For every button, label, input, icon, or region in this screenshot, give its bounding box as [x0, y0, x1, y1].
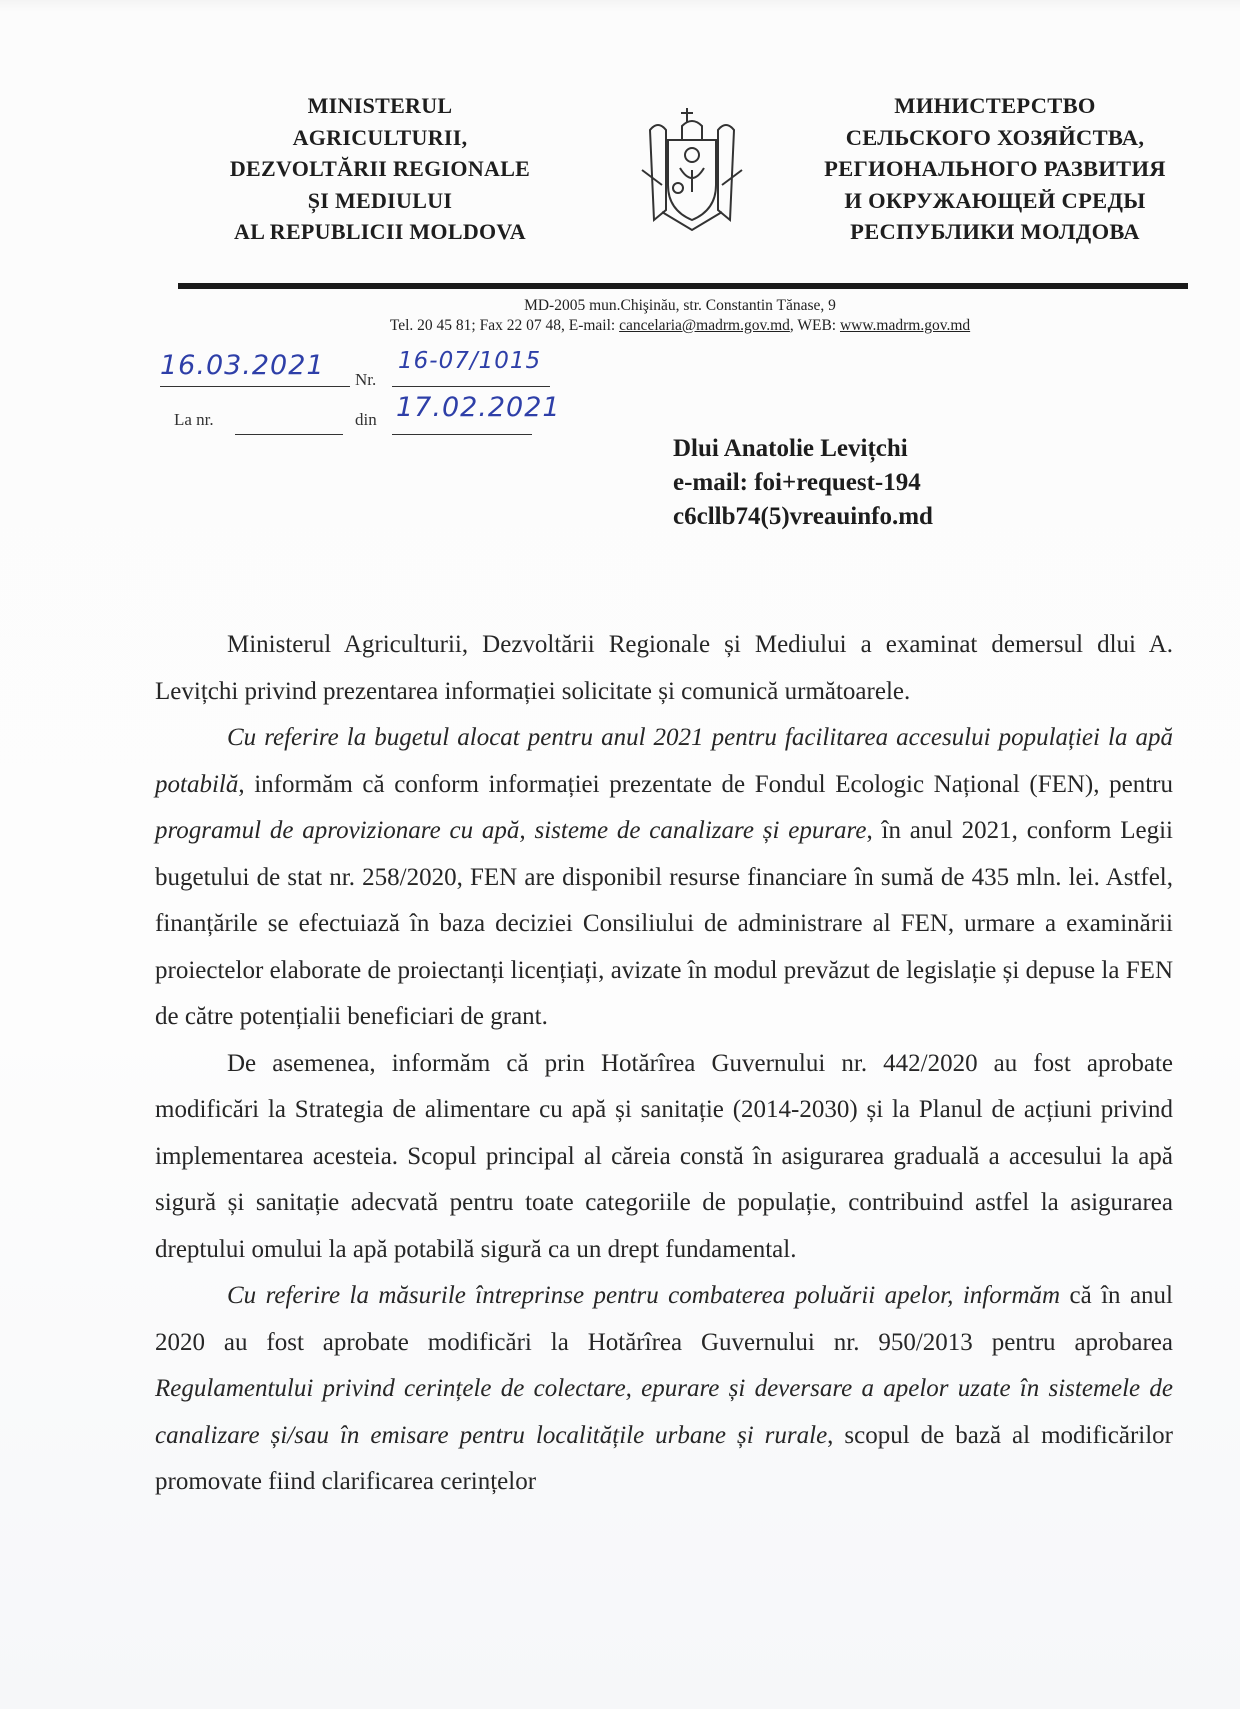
la-nr-field	[235, 408, 343, 435]
header-divider	[178, 283, 1188, 289]
paragraph-text: , în anul 2021, conform Legii bugetului de stat nr. 258/2020, FEN are disponibil resurse financiare în sumă de 435 mln. lei. Astfel, finanțările se efectuiază în baza deciziei Consiliului de administrare al FEN, urmare a examinării proiectelor elaborate de proiectanți licențiați, avizate în modul prevăzut de legislație și depuse la FEN de către potențialii beneficiari de grant.	[155, 817, 1173, 1030]
letter-body	[155, 622, 1173, 1506]
paragraph-strategy: De asemenea, informăm că prin Hotărîrea Guvernului nr. 442/2020 au fost aprobate modificări la Strategia de alimentare cu apă și sanitație (2014-2030) și la Planul de acțiuni privind implementarea acesteia. Scopul principal al căreia constă în asigurarea graduală a accesului la apă sigură și sanitație adecvată pentru toate categoriile de populație, contribuind astfel la asigurarea dreptului omului la apă potabilă sigură ca un drept fundamental.	[155, 1049, 1173, 1263]
topic-phrase: Cu referire la măsurile întreprinse pentru combaterea poluării apelor, informăm	[227, 1282, 1061, 1309]
regulation-title: Regulamentului privind cerințele de colectare, epurare și deversare a apelor uzate în sistemele de canalizare și/sau în emisare pentru localitățile urbane și rurale	[155, 1375, 1173, 1449]
ministry-name-romanian	[195, 90, 565, 248]
paragraph-text: , informăm că conform informației prezentate de Fondul Ecologic Național (FEN), pentru	[238, 770, 1173, 798]
header-right-line: РЕСПУБЛИКИ МОЛДОВА	[850, 219, 1140, 244]
web-label: , WEB:	[789, 317, 840, 334]
la-nr-label: La nr.	[174, 410, 214, 429]
header-left-line: MINISTERUL	[307, 93, 453, 118]
recipient-email-cont: c6cllb74(5)vreauinfo.md	[673, 503, 933, 530]
postal-address: MD-2005 mun.Chişinău, str. Constantin Tănase, 9	[524, 297, 836, 314]
din-field	[392, 392, 561, 435]
email-link[interactable]: cancelaria@madrm.gov.md	[619, 317, 790, 334]
date-field	[160, 352, 350, 387]
contact-line	[280, 316, 1080, 336]
din-label: din	[355, 410, 377, 429]
nr-label: Nr.	[355, 370, 377, 389]
header-right-line: РЕГИОНАЛЬНОГО РАЗВИТИЯ	[824, 156, 1166, 181]
coat-of-arms-icon	[632, 100, 752, 240]
topic-phrase: Cu referire la bugetul alocat pentru anul 2021 pentru facilitarea accesului populației la apă potabilă	[155, 724, 1173, 798]
din-handwritten: 17.02.2021	[396, 392, 561, 423]
contact-block	[280, 296, 1080, 336]
header-right-line: МИНИСТЕРСТВО	[894, 93, 1096, 118]
header-left-line: AL REPUBLICII MOLDOVA	[234, 219, 526, 244]
header-right-line: И ОКРУЖАЮЩЕЙ СРЕДЫ	[844, 187, 1146, 213]
paragraph-text: că în anul 2020 au fost aprobate modificări la Hotărîrea Guvernului nr. 950/2013 pentru aprobarea	[155, 1282, 1174, 1356]
date-handwritten: 16.03.2021	[160, 350, 325, 381]
nr-field	[392, 348, 550, 387]
recipient-email: e-mail: foi+request-194	[673, 469, 921, 496]
phone-fax: Tel. 20 45 81; Fax 22 07 48, E-mail:	[389, 317, 620, 334]
ministry-name-russian	[795, 90, 1195, 248]
header-left-line: DEZVOLTĂRII REGIONALE	[229, 156, 531, 181]
program-name: programul de aprovizionare cu apă, sisteme de canalizare și epurare	[155, 817, 867, 844]
header-left-line: ȘI MEDIULUI	[307, 187, 453, 213]
header-left-line: AGRICULTURII,	[292, 124, 468, 150]
paragraph-pollution	[155, 1273, 1173, 1506]
recipient-block	[673, 432, 933, 534]
header-right-line: СЕЛЬСКОГО ХОЗЯЙСТВА,	[845, 124, 1145, 150]
paragraph-text: , scopul de bază al modificărilor promovate fiind clarificarea cerințelor	[155, 1421, 1173, 1495]
web-link[interactable]: www.madrm.gov.md	[839, 317, 971, 334]
recipient-name: Dlui Anatolie Levițchi	[673, 435, 908, 462]
nr-handwritten: 16-07/1015	[398, 348, 542, 374]
paragraph-intro: Ministerul Agriculturii, Dezvoltării Regionale și Mediului a examinat demersul dlui A. Levițchi privind prezentarea informației solicitate și comunică următoarele.	[155, 631, 1173, 705]
paragraph-water-budget	[155, 715, 1173, 1041]
